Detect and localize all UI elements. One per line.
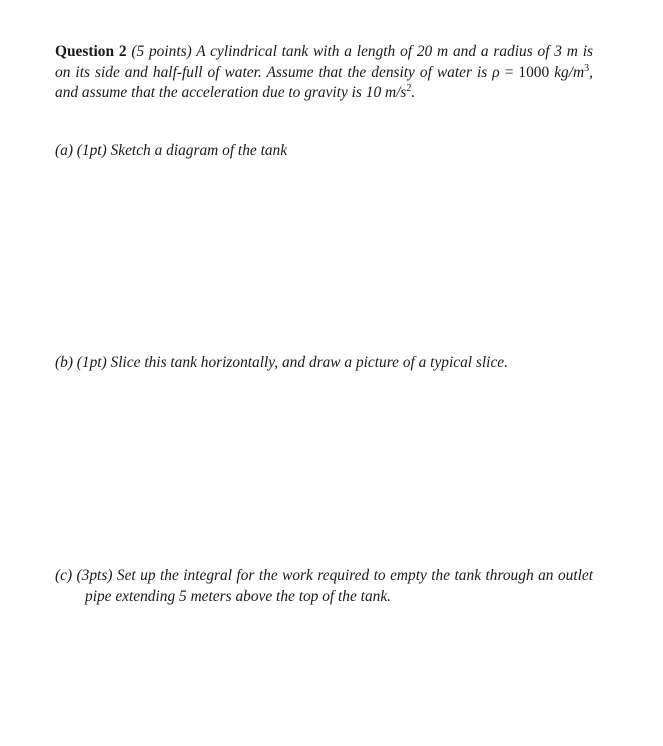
question-text-part-2: , and assume that the acceleration due to gravity is 10 m/s <box>55 63 593 101</box>
part-c: (c) (3pts) Set up the integral for the work required to empty the tank through an outlet pipe extending 5 meters above the top of the tank. <box>55 567 593 605</box>
gravity-exponent: 2 <box>406 83 412 94</box>
part-a: (a) (1pt) Sketch a diagram of the tank <box>55 142 288 159</box>
question-points: (5 points) <box>131 43 192 60</box>
rho-symbol: ρ <box>492 63 500 81</box>
question-2-statement <box>55 42 593 104</box>
density-value: 1000 <box>518 63 550 81</box>
density-exponent: 3 <box>584 62 590 74</box>
question-text-end: . <box>411 84 416 101</box>
density-unit: kg/m <box>549 63 585 81</box>
equals-sign: = <box>499 63 519 81</box>
question-text-part-1: A cylindrical tank with a length of 20 m and a radius of 3 m is on its side and half-full of water. Assume that the density of water is <box>55 43 593 81</box>
part-b: (b) (1pt) Slice this tank horizontally, and draw a picture of a typical slice. <box>55 354 508 371</box>
question-title: Question 2 <box>55 43 127 60</box>
